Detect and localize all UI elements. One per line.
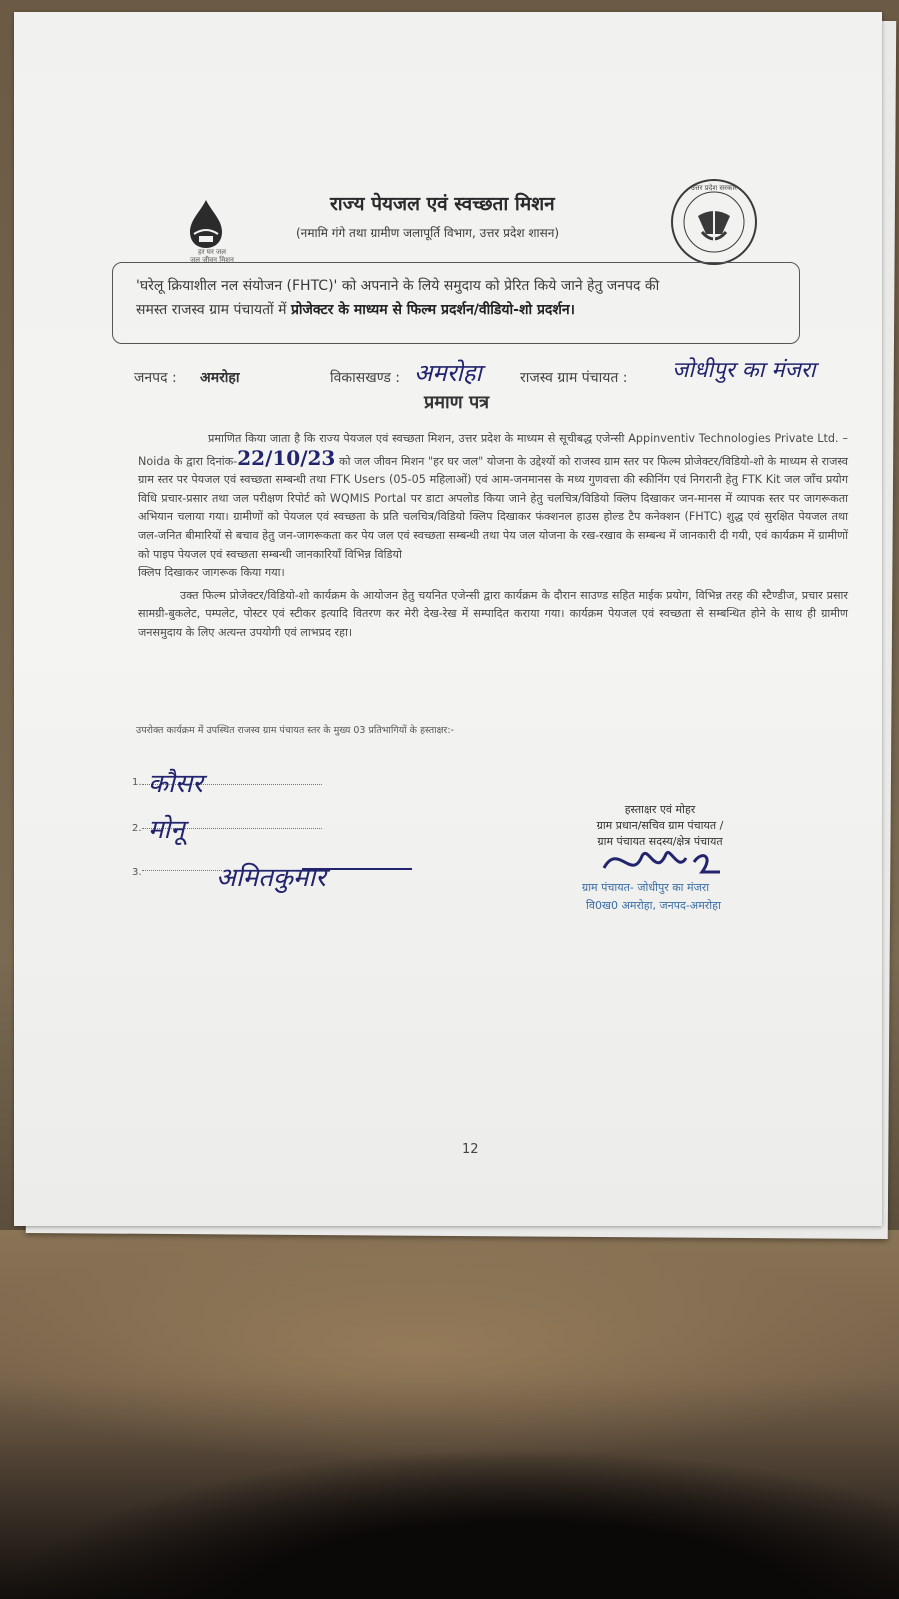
participant-number: 2. — [132, 823, 142, 834]
subject-line-2-bold: प्रोजेक्टर के माध्यम से फिल्म प्रदर्शन/वीडियो-शो प्रदर्शन। — [290, 302, 575, 318]
subject-line-2-plain: समस्त राजस्व ग्राम पंचायतों में — [136, 302, 291, 318]
signatory-line-3: ग्राम पंचायत सदस्य/क्षेत्र पंचायत — [597, 835, 723, 848]
certificate-title: प्रमाण पत्र — [424, 392, 490, 413]
participant-signature: अमितकुमार — [216, 863, 326, 893]
participant-3 — [132, 860, 432, 893]
body-p1-a: प्रमाणित किया जाता है कि राज्य पेयजल एवं स्वच्छता मिशन, उत्तर प्रदेश के माध्यम से सूचीबद्ध एजेन्सी Appinventiv Technologies Private Ltd. – Noida के द्वारा दिनांक- — [138, 432, 848, 468]
subject-line-1: 'घरेलू क्रियाशील नल संयोजन (FHTC)' को अपनाने के लिये समुदाय को प्रेरित किये जाने हेतु जनपद की — [136, 278, 660, 294]
up-government-emblem — [664, 172, 764, 272]
stamp-line-2: वि0ख0 अमरोहा, जनपद-अमरोहा — [586, 899, 721, 912]
emblem-caption: उत्तर प्रदेश सरकार — [690, 184, 738, 192]
subject-line-2 — [136, 298, 786, 322]
subject-text — [136, 274, 786, 322]
participant-number: 3. — [132, 867, 142, 878]
logo-caption-2: जल जीवन मिशन — [190, 256, 234, 264]
participant-signature: कौसर — [148, 769, 203, 799]
participant-number: 1. — [132, 777, 142, 788]
participant-2 — [132, 816, 432, 846]
certificate-body — [138, 430, 848, 643]
block-label: विकासखण्ड : — [330, 370, 401, 386]
logo-caption: हर घर जल — [198, 248, 226, 256]
participant-1 — [132, 770, 432, 800]
body-date-handwritten: 22/10/23 — [237, 445, 336, 470]
district-label: जनपद : — [134, 370, 177, 386]
participant-signature: मोनू — [148, 815, 185, 845]
stamp-line-1: ग्राम पंचायत- जोधीपुर का मंजरा — [582, 881, 710, 894]
mission-subtitle: (नमामि गंगे तथा ग्रामीण जलापूर्ति विभाग, उत्तर प्रदेश शासन) — [296, 226, 560, 240]
body-p1-b: को जल जीवन मिशन "हर घर जल" योजना के उद्देश्यों को राजस्व ग्राम स्तर पर फिल्म प्रोजेक्टर/विडियो-शो के माध्यम से राजस्व ग्राम स्तर पर पेयजल एवं स्वच्छता सम्बन्धी तथा FTK Users (05-05 महिलाओं) एवं आम-जनमानस के मध्य गुणवत्ता की स्कीनिंग एवं निगरानी हेतु FTK Kit जल जाँच प्रयोग विधि प्रचार-प्रसार तथा जल परीक्षण रिपोर्ट को WQMIS Portal पर डाटा अपलोड किया जाने हेतु चलचित्र/विडियो क्लिप दिखाकर जन-मानस में व्यापक स्तर पर जागरूकता अभियान चलाया गया। ग्रामीणों को पेयजल एवं स्वच्छता के प्रति चलचित्र/विडियो क्लिप दिखाकर फंक्शनल हाउस होल्ड टैप कनेक्शन (FHTC) शुद्ध एवं सुरक्षित पेयजल तथा जल-जनित बीमारियों से बचाव हेतु जन-जागरूकता कर पेय जल एवं स्वच्छता सम्बन्धी तथा पेय जल योजना के रख-रखाव के सम्बन्ध में जानकारी दी गयी, एवं कार्यक्रम में ग्रामीणों को पाइप पेयजल एवं स्वच्छता सम्बन्धी जानकारियाँ विभिन्न विडियो — [138, 454, 849, 561]
page-number: 12 — [462, 1142, 479, 1157]
panchayat-value-handwritten: जोधीपुर का मंजरा — [672, 358, 816, 383]
mission-title: राज्य पेयजल एवं स्वच्छता मिशन — [330, 193, 555, 215]
participants-note: उपरोक्त कार्यक्रम में उपस्थित राजस्व ग्राम पंचायत स्तर के मुख्य 03 प्रतिभागियों के हस्ताक्षर:- — [136, 725, 454, 736]
district-value: अमरोहा — [200, 370, 240, 386]
panchayat-label: राजस्व ग्राम पंचायत : — [520, 370, 628, 386]
body-paragraph-1 — [138, 430, 848, 564]
block-value-handwritten: अमरोहा — [414, 359, 482, 387]
signatory-line-1: हस्ताक्षर एवं मोहर — [624, 803, 696, 816]
body-p1-c: क्लिप दिखाकर जागरूक किया गया। — [138, 566, 285, 580]
signatory-line-2: ग्राम प्रधान/सचिव ग्राम पंचायत / — [596, 819, 724, 832]
body-paragraph-2: उक्त फिल्म प्रोजेक्टर/विडियो-शो कार्यक्रम के आयोजन हेतु चयनित एजेन्सी द्वारा कार्यक्रम के दौरान साउण्ड सहित माईक प्रयोग, विभिन्न तरह की स्टैण्डीज, प्रचार प्रसार सामग्री-बुकलेट, पम्पलेट, पोस्टर एवं स्टीकर इत्यादि वितरण कर मेरी देख-रेख में सम्पादित कराया गया। कार्यक्रम पेयजल एवं स्वच्छता से सम्बन्धित होने के साथ ही ग्रामीण जनसमुदाय के लिए अत्यन्त उपयोगी एवं लाभप्रद रहा। — [138, 588, 848, 639]
